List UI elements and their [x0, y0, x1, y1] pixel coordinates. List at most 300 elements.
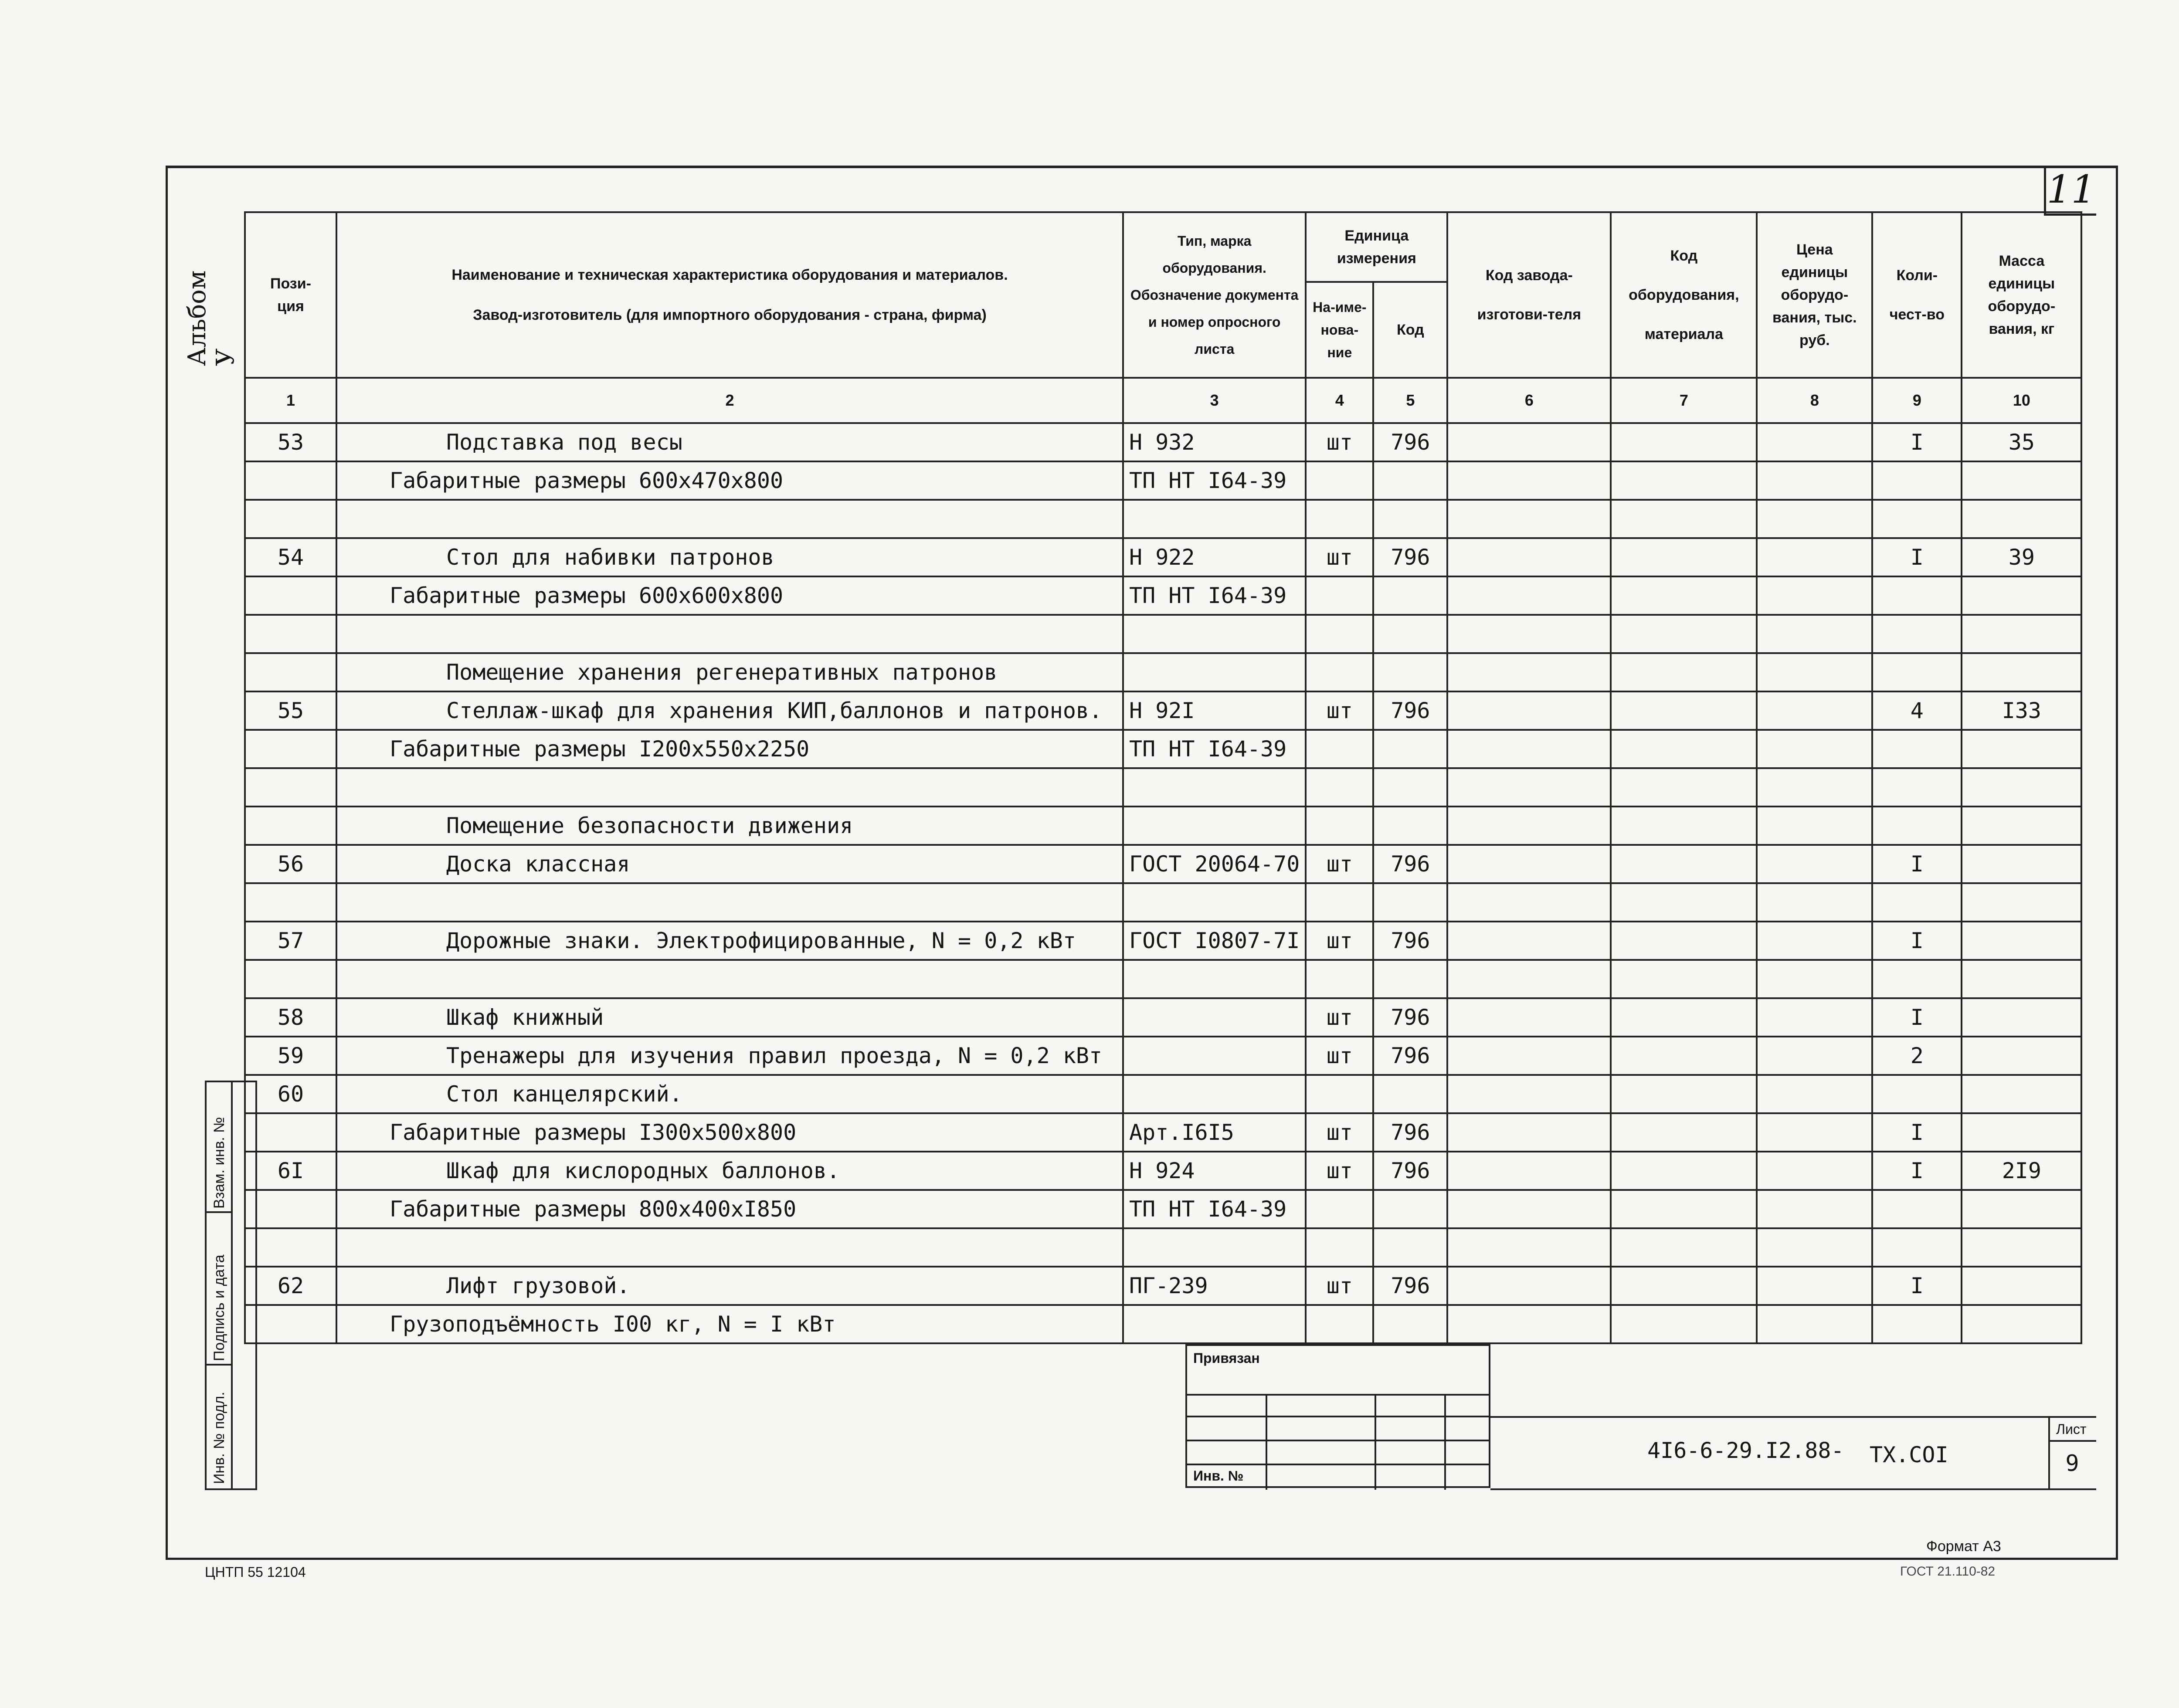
cell-quantity: 4 [1872, 691, 1962, 730]
table-row [245, 615, 2081, 653]
cell-type [1123, 807, 1306, 845]
column-number: 3 [1123, 378, 1306, 423]
cell-unit [1306, 960, 1373, 998]
cell-factory-code [1447, 1152, 1611, 1190]
cell-unit: шт [1306, 1152, 1373, 1190]
cell-unit: шт [1306, 1037, 1373, 1075]
cell-quantity [1872, 1228, 1962, 1267]
cell-factory-code [1447, 615, 1611, 653]
cell-mass [1962, 653, 2081, 691]
cell-unit: шт [1306, 845, 1373, 883]
table-row [245, 1037, 2081, 1075]
cell-position: 59 [245, 1037, 336, 1075]
table-row [245, 1305, 2081, 1343]
cell-position [245, 461, 336, 500]
cell-unit-code [1373, 653, 1447, 691]
cell-name [336, 768, 1123, 807]
sheet-label: Лист [2056, 1421, 2087, 1437]
cell-position [245, 1113, 336, 1152]
table-row [245, 960, 2081, 998]
cell-type [1123, 998, 1306, 1037]
cell-unit-code: 796 [1373, 423, 1447, 461]
doc-mark: ТХ.СОI [1870, 1442, 1948, 1467]
cell-position: 54 [245, 538, 336, 576]
cell-unit [1306, 1305, 1373, 1343]
cell-mass [1962, 960, 2081, 998]
cell-name: Стол канцелярский. [336, 1075, 1123, 1113]
cell-equipment-code [1611, 1228, 1757, 1267]
cell-price [1757, 615, 1872, 653]
cell-quantity [1872, 615, 1962, 653]
cell-unit [1306, 1075, 1373, 1113]
stamp-inv-podl: Инв. № подл. [211, 1392, 227, 1484]
cell-price [1757, 998, 1872, 1037]
cell-name: Стол для набивки патронов [336, 538, 1123, 576]
column-number: 8 [1757, 378, 1872, 423]
header-position: Пози- ция [245, 212, 336, 378]
cell-quantity [1872, 960, 1962, 998]
cell-equipment-code [1611, 845, 1757, 883]
cell-factory-code [1447, 922, 1611, 960]
cell-name: Габаритные размеры 800х400хI850 [336, 1190, 1123, 1228]
cell-mass [1962, 768, 2081, 807]
cell-equipment-code [1611, 1152, 1757, 1190]
cell-unit: шт [1306, 998, 1373, 1037]
cell-unit-code [1373, 1075, 1447, 1113]
cell-quantity [1872, 500, 1962, 538]
cell-name: Помещение хранения регенеративных патронов [336, 653, 1123, 691]
cell-mass [1962, 845, 2081, 883]
cell-factory-code [1447, 960, 1611, 998]
cell-position [245, 1305, 336, 1343]
table-row [245, 768, 2081, 807]
column-number: 4 [1306, 378, 1373, 423]
sheet-number: 9 [2048, 1440, 2096, 1488]
cell-name: Подставка под весы [336, 423, 1123, 461]
header-unit-code: Код [1373, 282, 1447, 378]
cell-unit-code [1373, 883, 1447, 922]
cell-name: Шкаф книжный [336, 998, 1123, 1037]
cell-type: ГОСТ 20064-70 [1123, 845, 1306, 883]
cell-price [1757, 1190, 1872, 1228]
cell-equipment-code [1611, 1075, 1757, 1113]
cell-price [1757, 807, 1872, 845]
cell-quantity [1872, 883, 1962, 922]
cell-type: ТП НТ I64-39 [1123, 730, 1306, 768]
cell-position: 55 [245, 691, 336, 730]
column-number: 10 [1962, 378, 2081, 423]
cell-mass: 35 [1962, 423, 2081, 461]
cell-type [1123, 653, 1306, 691]
cell-equipment-code [1611, 1037, 1757, 1075]
cell-name: Грузоподъёмность I00 кг, N = I кВт [336, 1305, 1123, 1343]
cell-quantity: 2 [1872, 1037, 1962, 1075]
cell-type [1123, 1075, 1306, 1113]
cell-name: Шкаф для кислородных баллонов. [336, 1152, 1123, 1190]
cell-name: Помещение безопасности движения [336, 807, 1123, 845]
cell-price [1757, 1228, 1872, 1267]
spec-table [244, 211, 2082, 1344]
cell-factory-code [1447, 461, 1611, 500]
cell-equipment-code [1611, 883, 1757, 922]
cell-unit-code [1373, 615, 1447, 653]
cell-equipment-code [1611, 1305, 1757, 1343]
table-row [245, 1113, 2081, 1152]
table-row [245, 922, 2081, 960]
cell-equipment-code [1611, 615, 1757, 653]
cell-unit [1306, 1228, 1373, 1267]
header-unit-group: Единица измерения [1306, 212, 1447, 282]
cell-mass [1962, 1113, 2081, 1152]
cell-factory-code [1447, 500, 1611, 538]
cell-quantity [1872, 768, 1962, 807]
cell-price [1757, 461, 1872, 500]
cell-unit: шт [1306, 1267, 1373, 1305]
table-row [245, 998, 2081, 1037]
header-name-line2: Завод-изготовитель (для импортного оборудования - страна, фирма) [473, 307, 987, 323]
cell-price [1757, 500, 1872, 538]
cell-name: Габаритные размеры I200х550х2250 [336, 730, 1123, 768]
table-row [245, 1075, 2081, 1113]
cell-type [1123, 883, 1306, 922]
cell-position: 60 [245, 1075, 336, 1113]
cell-equipment-code [1611, 461, 1757, 500]
cell-quantity: I [1872, 998, 1962, 1037]
cell-unit [1306, 768, 1373, 807]
cell-name: Габаритные размеры 600х600х800 [336, 576, 1123, 615]
table-row [245, 500, 2081, 538]
cell-type [1123, 1037, 1306, 1075]
gost-label: ГОСТ 21.110-82 [1900, 1564, 1996, 1579]
cell-factory-code [1447, 653, 1611, 691]
table-body [245, 423, 2081, 1343]
cell-unit-code [1373, 1190, 1447, 1228]
cell-unit-code [1373, 500, 1447, 538]
cell-equipment-code [1611, 1113, 1757, 1152]
cell-position [245, 768, 336, 807]
doc-code: 4I6-6-29.I2.88- [1647, 1438, 1844, 1463]
cell-mass [1962, 576, 2081, 615]
cell-unit [1306, 653, 1373, 691]
cell-price [1757, 845, 1872, 883]
cell-price [1757, 423, 1872, 461]
format-label: Формат А3 [1926, 1538, 2001, 1555]
cell-unit-code: 796 [1373, 1037, 1447, 1075]
cell-price [1757, 1152, 1872, 1190]
privyazan-label: Привязан [1193, 1350, 1260, 1366]
cell-quantity: I [1872, 1113, 1962, 1152]
title-block [1185, 1344, 1490, 1488]
cell-position [245, 500, 336, 538]
cell-mass: 2I9 [1962, 1152, 2081, 1190]
table-row [245, 461, 2081, 500]
cell-factory-code [1447, 538, 1611, 576]
cell-mass [1962, 883, 2081, 922]
cell-type: ТП НТ I64-39 [1123, 576, 1306, 615]
cell-unit [1306, 807, 1373, 845]
cell-unit-code: 796 [1373, 1113, 1447, 1152]
cell-unit-code: 796 [1373, 691, 1447, 730]
cell-factory-code [1447, 1190, 1611, 1228]
cell-mass [1962, 461, 2081, 500]
cell-quantity: I [1872, 845, 1962, 883]
table-row [245, 1190, 2081, 1228]
cell-type: ГОСТ I0807-7I [1123, 922, 1306, 960]
cell-position [245, 730, 336, 768]
cell-unit [1306, 461, 1373, 500]
cell-equipment-code [1611, 500, 1757, 538]
cell-equipment-code [1611, 768, 1757, 807]
cell-unit-code [1373, 1305, 1447, 1343]
cell-type: Арт.I6I5 [1123, 1113, 1306, 1152]
cell-equipment-code [1611, 538, 1757, 576]
left-stamp [205, 1081, 257, 1490]
cell-name [336, 883, 1123, 922]
cell-unit: шт [1306, 1113, 1373, 1152]
cell-factory-code [1447, 807, 1611, 845]
cell-quantity [1872, 1190, 1962, 1228]
cell-price [1757, 1267, 1872, 1305]
cell-price [1757, 691, 1872, 730]
corner-mark: 11 [2044, 168, 2096, 216]
table-row [245, 807, 2081, 845]
cell-mass: I33 [1962, 691, 2081, 730]
cell-equipment-code [1611, 1190, 1757, 1228]
cell-equipment-code [1611, 998, 1757, 1037]
cell-name: Тренажеры для изучения правил проезда, N = 0,2 кВт [336, 1037, 1123, 1075]
cell-unit-code [1373, 1228, 1447, 1267]
cell-unit [1306, 615, 1373, 653]
cell-equipment-code [1611, 960, 1757, 998]
header-type: Тип, марка оборудования. Обозначение документа и номер опросного листа [1123, 212, 1306, 378]
cell-unit: шт [1306, 691, 1373, 730]
cell-position [245, 1228, 336, 1267]
cell-unit-code [1373, 960, 1447, 998]
cell-name: Дорожные знаки. Электрофицированные, N = 0,2 кВт [336, 922, 1123, 960]
header-factory-code: Код завода-изготови-теля [1447, 212, 1611, 378]
cell-price [1757, 768, 1872, 807]
cell-factory-code [1447, 730, 1611, 768]
cell-position: 62 [245, 1267, 336, 1305]
table-row [245, 691, 2081, 730]
header-equipment-code: Код оборудования, материала [1611, 212, 1757, 378]
cell-factory-code [1447, 691, 1611, 730]
cell-price [1757, 576, 1872, 615]
cell-factory-code [1447, 1228, 1611, 1267]
table-row [245, 576, 2081, 615]
column-number-row [245, 378, 2081, 423]
cell-factory-code [1447, 1267, 1611, 1305]
cell-position [245, 883, 336, 922]
cell-position [245, 960, 336, 998]
cell-unit-code [1373, 576, 1447, 615]
cell-factory-code [1447, 998, 1611, 1037]
header-name-line1: Наименование и техническая характеристика оборудования и материалов. [451, 267, 1008, 283]
cell-position: 58 [245, 998, 336, 1037]
cell-mass [1962, 1075, 2081, 1113]
cell-price [1757, 960, 1872, 998]
cell-mass: 39 [1962, 538, 2081, 576]
column-number: 9 [1872, 378, 1962, 423]
cell-unit-code: 796 [1373, 998, 1447, 1037]
cell-equipment-code [1611, 807, 1757, 845]
cnto-label: ЦНТП 55 12104 [205, 1564, 306, 1580]
cell-mass [1962, 1267, 2081, 1305]
cell-mass [1962, 922, 2081, 960]
cell-position [245, 1190, 336, 1228]
cell-price [1757, 1305, 1872, 1343]
cell-quantity [1872, 1075, 1962, 1113]
table-row [245, 883, 2081, 922]
cell-quantity [1872, 653, 1962, 691]
cell-mass [1962, 998, 2081, 1037]
cell-name [336, 960, 1123, 998]
cell-equipment-code [1611, 653, 1757, 691]
table-row [245, 1267, 2081, 1305]
cell-mass [1962, 1190, 2081, 1228]
cell-type: ТП НТ I64-39 [1123, 461, 1306, 500]
cell-factory-code [1447, 1305, 1611, 1343]
cell-factory-code [1447, 883, 1611, 922]
cell-equipment-code [1611, 1267, 1757, 1305]
cell-equipment-code [1611, 423, 1757, 461]
cell-type: Н 922 [1123, 538, 1306, 576]
cell-type: Н 932 [1123, 423, 1306, 461]
cell-unit-code: 796 [1373, 1152, 1447, 1190]
cell-unit-code [1373, 461, 1447, 500]
cell-position [245, 807, 336, 845]
cell-type [1123, 500, 1306, 538]
cell-equipment-code [1611, 691, 1757, 730]
cell-quantity: I [1872, 423, 1962, 461]
cell-unit-code: 796 [1373, 922, 1447, 960]
inv-no-label: Инв. № [1193, 1468, 1244, 1484]
table-header [245, 212, 2081, 423]
cell-mass [1962, 500, 2081, 538]
cell-type: Н 924 [1123, 1152, 1306, 1190]
cell-price [1757, 922, 1872, 960]
header-quantity: Коли-чест-во [1872, 212, 1962, 378]
cell-quantity: I [1872, 1267, 1962, 1305]
cell-mass [1962, 730, 2081, 768]
cell-factory-code [1447, 1075, 1611, 1113]
cell-name [336, 615, 1123, 653]
cell-name: Габаритные размеры I300х500х800 [336, 1113, 1123, 1152]
cell-name: Лифт грузовой. [336, 1267, 1123, 1305]
cell-name: Габаритные размеры 600х470х800 [336, 461, 1123, 500]
cell-factory-code [1447, 1037, 1611, 1075]
cell-price [1757, 1075, 1872, 1113]
cell-price [1757, 653, 1872, 691]
cell-unit [1306, 1190, 1373, 1228]
cell-type [1123, 768, 1306, 807]
cell-unit: шт [1306, 423, 1373, 461]
column-number: 7 [1611, 378, 1757, 423]
cell-type: Н 92I [1123, 691, 1306, 730]
cell-unit [1306, 500, 1373, 538]
cell-quantity: I [1872, 922, 1962, 960]
cell-factory-code [1447, 1113, 1611, 1152]
cell-quantity [1872, 576, 1962, 615]
cell-type [1123, 960, 1306, 998]
cell-unit-code: 796 [1373, 845, 1447, 883]
cell-unit-code [1373, 730, 1447, 768]
cell-equipment-code [1611, 730, 1757, 768]
cell-unit: шт [1306, 538, 1373, 576]
cell-unit-code [1373, 768, 1447, 807]
cell-factory-code [1447, 845, 1611, 883]
cell-mass [1962, 615, 2081, 653]
cell-quantity [1872, 461, 1962, 500]
stamp-podpis: Подпись и дата [211, 1254, 227, 1361]
cell-unit [1306, 576, 1373, 615]
header-price: Цена единицы оборудо-вания, тыс. руб. [1757, 212, 1872, 378]
cell-type [1123, 1305, 1306, 1343]
cell-equipment-code [1611, 922, 1757, 960]
table-row [245, 1152, 2081, 1190]
cell-mass [1962, 1037, 2081, 1075]
cell-position: 6I [245, 1152, 336, 1190]
header-name [336, 212, 1123, 378]
cell-unit [1306, 730, 1373, 768]
cell-type [1123, 615, 1306, 653]
header-unit-name: На-име-нова-ние [1306, 282, 1373, 378]
cell-quantity: I [1872, 1152, 1962, 1190]
cell-position: 57 [245, 922, 336, 960]
cell-price [1757, 538, 1872, 576]
cell-factory-code [1447, 423, 1611, 461]
cell-mass [1962, 1305, 2081, 1343]
cell-price [1757, 730, 1872, 768]
cell-position: 53 [245, 423, 336, 461]
column-number: 1 [245, 378, 336, 423]
cell-price [1757, 883, 1872, 922]
cell-name [336, 1228, 1123, 1267]
cell-position [245, 615, 336, 653]
cell-mass [1962, 1228, 2081, 1267]
cell-factory-code [1447, 576, 1611, 615]
cell-type [1123, 1228, 1306, 1267]
cell-name: Стеллаж-шкаф для хранения КИП,баллонов и патронов. [336, 691, 1123, 730]
cell-quantity: I [1872, 538, 1962, 576]
cell-price [1757, 1037, 1872, 1075]
column-number: 2 [336, 378, 1123, 423]
cell-name [336, 500, 1123, 538]
cell-unit [1306, 883, 1373, 922]
cell-position [245, 653, 336, 691]
column-number: 6 [1447, 378, 1611, 423]
cell-mass [1962, 807, 2081, 845]
album-label: Альбом У [183, 270, 240, 366]
cell-unit-code: 796 [1373, 538, 1447, 576]
cell-equipment-code [1611, 576, 1757, 615]
cell-name: Доска классная [336, 845, 1123, 883]
cell-unit-code [1373, 807, 1447, 845]
cell-unit: шт [1306, 922, 1373, 960]
table-row [245, 845, 2081, 883]
cell-position [245, 576, 336, 615]
cell-price [1757, 1113, 1872, 1152]
table-row [245, 1228, 2081, 1267]
table-row [245, 653, 2081, 691]
cell-quantity [1872, 730, 1962, 768]
cell-unit-code: 796 [1373, 1267, 1447, 1305]
header-mass: Масса единицы оборудо-вания, кг [1962, 212, 2081, 378]
table-row [245, 730, 2081, 768]
table-row [245, 538, 2081, 576]
column-number: 5 [1373, 378, 1447, 423]
table-row [245, 423, 2081, 461]
